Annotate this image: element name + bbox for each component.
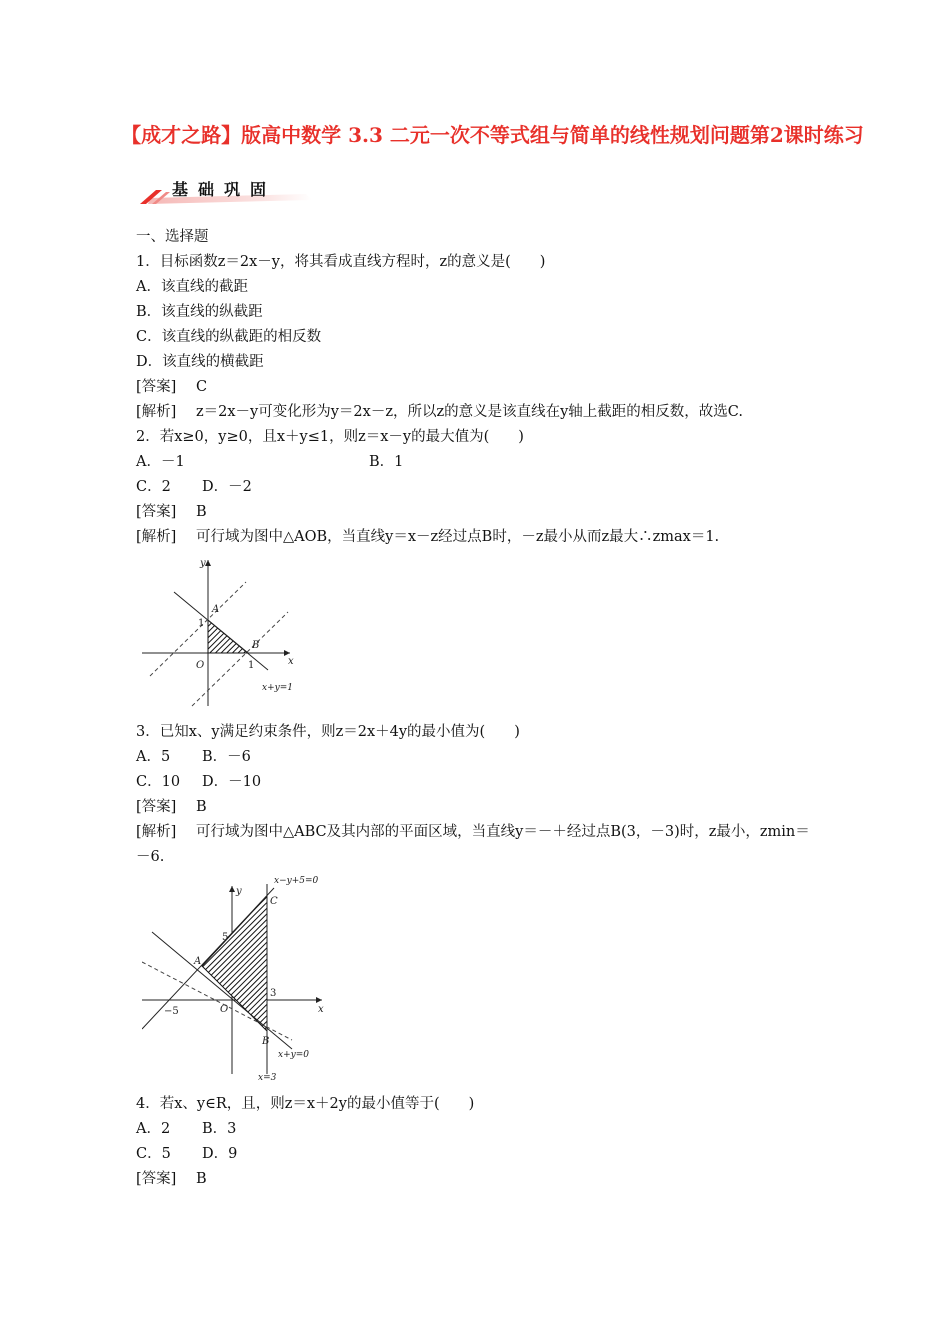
answer-value: B [196,504,207,520]
y-axis-label: y [200,558,206,569]
question-2-option-a: A．－1 [136,454,185,470]
question-1-stem: 1．目标函数z＝2x－y，将其看成直线方程时，z的意义是( ) [136,254,546,270]
answer-value: B [196,799,207,815]
origin-label: O [196,660,205,671]
x-axis-label: x [288,656,294,667]
question-4-option-a: A．2 [136,1121,171,1137]
question-3-options-row-1 [136,745,821,770]
question-2-stem: 2．若x≥0，y≥0，且x＋y≤1，则z＝x－y的最大值为( ) [136,429,524,445]
y-axis-arrow-icon [205,560,211,566]
line-label-2: x+y=0 [278,1050,309,1060]
origin-label: O [220,1004,229,1015]
analysis-text: z＝2x－y可变化形为y＝2x－z，所以z的意义是该直线在y轴上截距的相反数，故选C. [196,404,743,420]
point-a-label: A [212,604,220,615]
question-2-answer [136,500,821,525]
question-2-option-b: B．1 [369,454,404,470]
question-3-stem: 3．已知x、y满足约束条件，则z＝2x＋4y的最小值为( ) [136,724,520,740]
line-label-1: x−y+5=0 [274,876,319,886]
answer-value: B [196,1171,207,1187]
figure-1-feasible-region [142,556,302,716]
answer-label: [答案] [136,1171,177,1187]
answer-value: C [196,379,208,395]
point-a-label: A [194,956,202,967]
figure-2-feasible-region [142,874,342,1084]
question-4-option-d: D．9 [202,1146,238,1162]
section-heading: 一、选择题 [136,229,209,245]
x-tick-3: 3 [270,988,277,999]
y-tick-5: 5 [222,932,229,943]
question-4-stem: 4．若x、y∈R，且，则z＝x＋2y的最小值等于( ) [136,1096,475,1112]
y-tick-1: 1 [198,618,205,629]
question-3-option-c: C．10 [136,774,181,790]
x-tick-neg-5: −5 [164,1006,179,1017]
analysis-text: 可行域为图中△ABC及其内部的平面区域，当直线y＝－＋经过点B(3，－3)时，z最小，zmin＝－6. [136,824,810,865]
line-label: x+y=1 [262,683,293,693]
question-3-analysis [136,820,821,870]
question-1-option-c: C．该直线的纵截距的相反数 [136,329,322,345]
answer-label: [答案] [136,379,177,395]
question-2-options-row-1 [136,450,821,475]
question-1-option-b: B．该直线的纵截距 [136,304,263,320]
x-axis-label: x [318,1004,324,1015]
analysis-label: [解析] [136,824,177,840]
question-2-option-d: D．－2 [202,479,252,495]
question-3-option-a: A．5 [136,749,171,765]
question-2-option-c: C．2 [136,479,171,495]
x-tick-1: 1 [248,660,255,671]
analysis-label: [解析] [136,529,177,545]
question-1-answer [136,375,821,400]
question-3-option-b: B．－6 [202,749,251,765]
question-3-options-row-2 [136,770,821,795]
question-3-answer [136,795,821,820]
triangle-abc [202,896,267,1031]
question-1-option-d: D．该直线的横截距 [136,354,264,370]
y-axis-label: y [236,886,242,897]
line-x-plus-y-eq-1 [174,592,268,670]
answer-label: [答案] [136,504,177,520]
point-c-label: C [270,896,278,907]
question-3-option-d: D．－10 [202,774,262,790]
x-axis-arrow-icon [316,997,322,1003]
question-1-option-a: A．该直线的截距 [136,279,248,295]
point-b-label: B [252,640,260,651]
document-body [136,225,821,1192]
section-banner-label: 基础巩固 [172,180,277,199]
question-4-option-c: C．5 [136,1146,171,1162]
point-b-label: B [262,1036,270,1047]
question-2-options-row-2 [136,475,821,500]
y-axis-arrow-icon [229,886,235,892]
page-title: 【成才之路】版高中数学 3.3 二元一次不等式组与简单的线性规划问题第2课时练习 [121,123,864,147]
question-4-answer [136,1167,821,1192]
question-4-options-row-2 [136,1142,821,1167]
analysis-label: [解析] [136,404,177,420]
question-1-analysis [136,400,821,425]
question-4-options-row-1 [136,1117,821,1142]
question-2-analysis [136,525,821,550]
line-label-3: x=3 [258,1073,277,1083]
question-4-option-b: B．3 [202,1121,237,1137]
answer-label: [答案] [136,799,177,815]
analysis-text: 可行域为图中△AOB，当直线y＝x－z经过点B时，－z最小从而z最大∴zmax＝1. [196,529,720,545]
